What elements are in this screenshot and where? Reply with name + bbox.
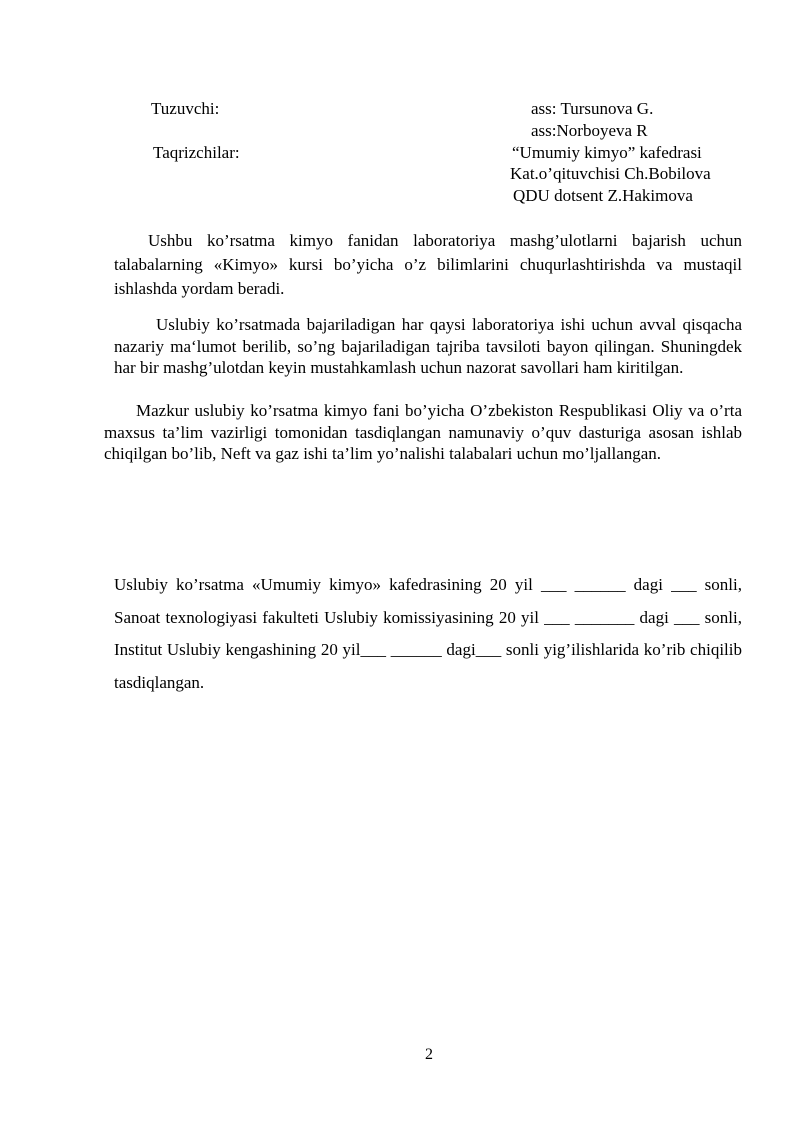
compiler-label: Tuzuvchi: [151,99,220,118]
compiler-name-1: ass: Tursunova G. [531,99,654,118]
reviewer-1: “Umumiy kimyo” kafedrasi [512,143,702,162]
compiler-name-2: ass:Norboyeva R [531,121,648,140]
approval-paragraph: Uslubiy ko’rsatma «Umumiy kimyo» kafedrasining 20 yil ___ ______ dagi ___ sonli, Sanoat texnologiyasi fakulteti Uslubiy komissiyasining 20 yil ___ _______ dagi ___ sonli, Institut Uslubiy kengashining 20 yil___ ______ dagi___ sonli yig’ilishlarida ko’rib chiqilib tasdiqlangan. [114,575,742,693]
paragraph-curriculum: Mazkur uslubiy ko’rsatma kimyo fani bo’yicha O’zbekiston Respublikasi Oliy va o’rta maxsus ta’lim vazirligi tomonidan tasdiqlangan namunaviy o’quv dasturiga asosan ishlab chiqilgan bo’lib, Neft va gaz ishi ta’lim yo’nalishi talabalari uchun mo’ljallangan. [104,401,742,463]
paragraph-content: Uslubiy ko’rsatmada bajariladigan har qaysi laboratoriya ishi uchun avval qisqacha nazariy ma‘lumot berilib, so’ng bajariladigan tajriba tavsiloti bayon qilingan. Shuningdek har bir mashg’ulotdan keyin mustahkamlash uchun nazorat savollari ham kiritilgan. [114,315,742,377]
paragraph-purpose: Ushbu ko’rsatma kimyo fanidan laboratoriya mashg’ulotlarni bajarish uchun talabalarning «Kimyo» kursi bo’yicha o’z bilimlarini chuqurlashtirishda va mustaqil ishlashda yordam beradi. [114,231,742,298]
reviewer-3: QDU dotsent Z.Hakimova [513,186,693,205]
page-number: 2 [425,1046,433,1063]
reviewer-2: Kat.o’qituvchisi Ch.Bobilova [510,164,711,183]
reviewers-label: Taqrizchilar: [153,143,240,162]
